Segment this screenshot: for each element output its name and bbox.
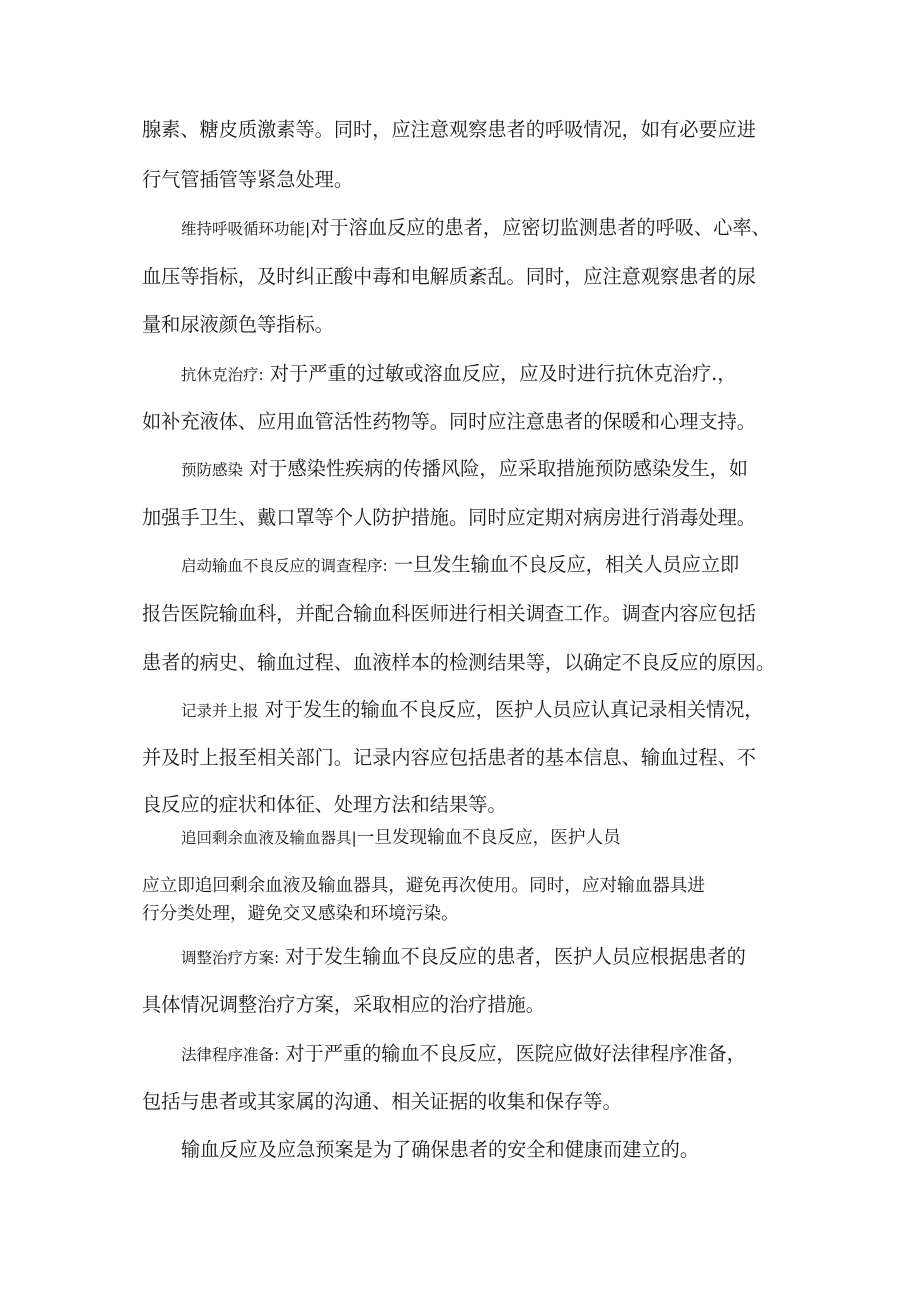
section-treatment-heading: 调整治疗方案: <box>181 949 280 967</box>
section-legal-heading: 法律程序准备: <box>181 1046 280 1064</box>
section-respiratory-line-3: 量和尿液颜色等指标。 <box>142 313 334 336</box>
section-antishock-heading: 抗休克治疗: <box>181 366 264 384</box>
section-report-line-1 <box>181 698 764 723</box>
intro-line-2: 行气管插管等紧急处理。 <box>142 168 354 191</box>
section-investigation-heading: 启动输血不良反应的调查程序: <box>181 557 388 575</box>
section-recovery-heading: 追回剩余血液及输血器具| <box>181 829 357 847</box>
section-infection-line-2: 加强手卫生、戴口罩等个人防护措施。同时应定期对病房进行消毒处理。 <box>142 506 756 529</box>
section-report-line-3: 良反应的症状和体征、处理方法和结果等。 <box>142 793 507 816</box>
intro-line-1: 腺素、糖皮质激素等。同时，应注意观察患者的呼吸情况，如有必要应进 <box>142 118 756 141</box>
section-investigation-text: 一旦发生输血不良反应，相关人员应立即 <box>387 553 740 576</box>
section-antishock-text: 对于严重的过敏或溶血反应，应及时进行抗休克治疗.， <box>263 362 737 385</box>
section-investigation-line-2: 报告医院输血科，并配合输血科医师进行相关调查工作。调查内容应包括 <box>142 602 756 625</box>
section-investigation-line-3: 患者的病史、输血过程、血液样本的检测结果等，以确定不良反应的原因。 <box>142 651 776 674</box>
section-respiratory-line-2: 血压等指标，及时纠正酸中毒和电解质紊乱。同时，应注意观察患者的尿 <box>142 265 756 288</box>
section-antishock-line-1 <box>181 362 736 387</box>
section-report-line-2: 并及时上报至相关部门。记录内容应包括患者的基本信息、输血过程、不 <box>142 746 756 769</box>
section-treatment-line-2: 具体情况调整治疗方案，采取相应的治疗措施。 <box>142 993 545 1016</box>
section-recovery-line-3: 行分类处理，避免交叉感染和环境污染。 <box>142 904 459 924</box>
section-legal-line-1 <box>181 1042 746 1067</box>
section-respiratory-heading: 维持呼吸循环功能| <box>181 220 311 238</box>
section-report-text: 对于发生的输血不良反应，医护人员应认真记录相关情况， <box>258 698 764 721</box>
section-recovery-line-2: 应立即追回剩余血液及输血器具，避免再次使用。同时，应对输血器具进 <box>142 876 706 896</box>
section-treatment-text: 对于发生输血不良反应的患者，医护人员应根据患者的 <box>279 945 746 968</box>
section-antishock-line-2: 如补充液体、应用血管活性药物等。同时应注意患者的保暖和心理支持。 <box>142 410 756 433</box>
section-infection-text: 对于感染性疾病的传播风险，应采取措施预防感染发生，如 <box>243 457 748 480</box>
section-report-heading: 记录并上报 <box>181 702 259 720</box>
section-recovery-text: 一旦发现输血不良反应，医护人员 <box>356 828 621 848</box>
section-investigation-line-1 <box>181 553 739 578</box>
section-infection-line-1 <box>181 457 748 482</box>
closing-line: 输血反应及应急预案是为了确保患者的安全和健康而建立的。 <box>181 1138 700 1161</box>
section-legal-line-2: 包括与患者或其家属的沟通、相关证据的收集和保存等。 <box>142 1090 622 1113</box>
section-respiratory-text: 对于溶血反应的患者，应密切监测患者的呼吸、心率、 <box>310 216 771 239</box>
section-recovery-line-1 <box>181 826 621 850</box>
section-treatment-line-1 <box>181 945 746 970</box>
section-legal-text: 对于严重的输血不良反应，医院应做好法律程序准备， <box>279 1042 746 1065</box>
section-respiratory-line-1 <box>181 216 771 241</box>
section-infection-heading: 预防感染 <box>181 461 244 479</box>
